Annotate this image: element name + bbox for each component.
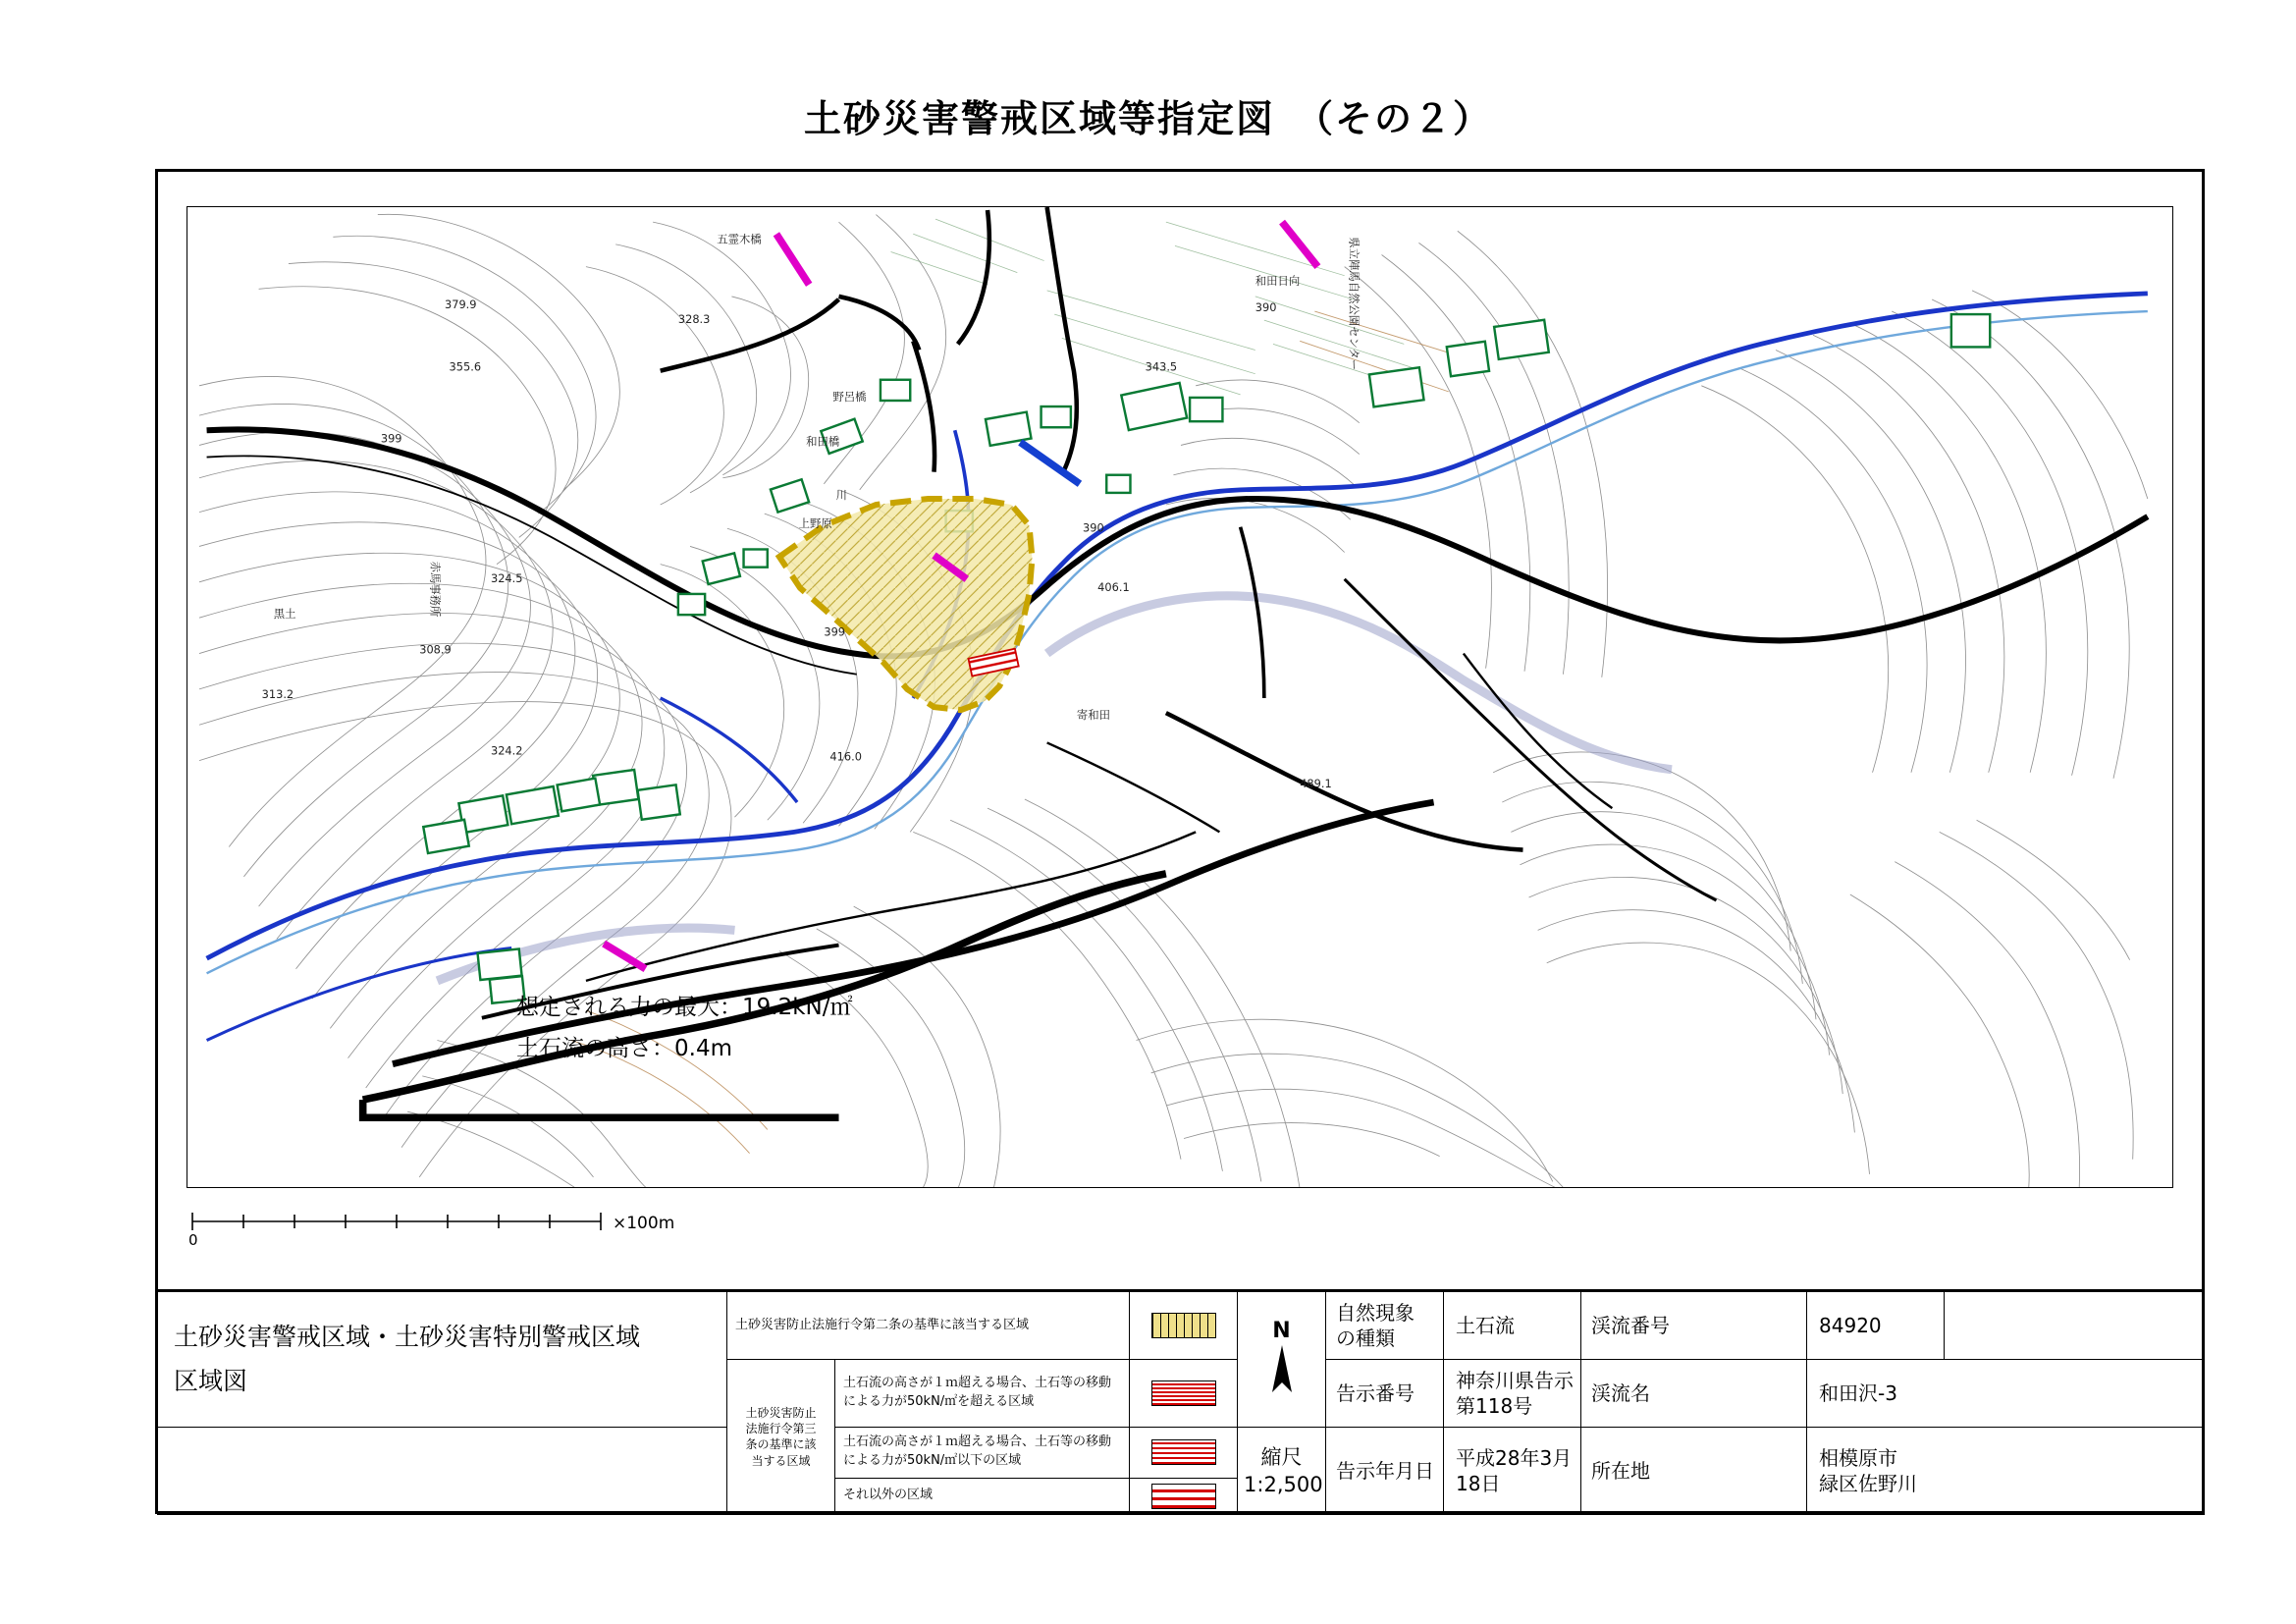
legend-special-l1: 土砂災害防止 bbox=[745, 1406, 817, 1421]
svg-text:343.5: 343.5 bbox=[1145, 359, 1178, 374]
svg-text:406.1: 406.1 bbox=[1097, 579, 1130, 594]
field-value-stream-no: 84920 bbox=[1807, 1292, 1945, 1360]
field-label-location: 所在地 bbox=[1581, 1427, 1807, 1514]
scale-bar bbox=[188, 1208, 699, 1253]
field-value-stream-no-extra bbox=[1945, 1292, 2205, 1360]
svg-text:390: 390 bbox=[1083, 520, 1104, 535]
svg-text:308.9: 308.9 bbox=[419, 642, 452, 657]
svg-text:寄和田: 寄和田 bbox=[1076, 708, 1111, 723]
svg-text:324.5: 324.5 bbox=[490, 570, 523, 585]
field-label-phenomenon-l2: の種類 bbox=[1336, 1326, 1396, 1350]
map-graphic bbox=[187, 207, 2173, 1188]
page-title: 土砂災害警戒区域等指定図 （その２） bbox=[803, 97, 1492, 140]
svg-text:416.0: 416.0 bbox=[829, 749, 862, 764]
svg-text:328.3: 328.3 bbox=[677, 312, 711, 327]
field-value-location-l1: 相模原市 bbox=[1819, 1445, 1898, 1470]
svg-text:355.6: 355.6 bbox=[449, 359, 482, 374]
svg-text:489.1: 489.1 bbox=[1300, 776, 1332, 790]
field-label-phenomenon-l1: 自然現象 bbox=[1336, 1300, 1415, 1325]
svg-text:赤馬事務所: 赤馬事務所 bbox=[428, 561, 443, 618]
map-note-height: 土石流の高さ：0.4m bbox=[516, 1036, 732, 1061]
svg-text:川: 川 bbox=[835, 487, 847, 502]
legend-special-zone-label bbox=[727, 1359, 835, 1514]
legend-swatch-1 bbox=[1130, 1427, 1238, 1478]
scale-bar-graphic bbox=[188, 1208, 650, 1235]
svg-text:和田橋: 和田橋 bbox=[806, 434, 840, 449]
legend-row-label-1: 土石流の高さが１ｍ超える場合、土石等の移動による力が50kN/㎡以下の区域 bbox=[835, 1427, 1130, 1478]
field-label-phenomenon bbox=[1326, 1292, 1444, 1360]
svg-text:313.2: 313.2 bbox=[261, 687, 294, 701]
svg-text:野呂橋: 野呂橋 bbox=[832, 389, 867, 404]
legend-special-l4: 当する区域 bbox=[751, 1453, 811, 1468]
legend-special-l2: 法施行令第三 bbox=[745, 1422, 817, 1436]
legend-panel bbox=[157, 1289, 2204, 1513]
north-arrow-icon bbox=[1265, 1343, 1299, 1396]
map-canvas[interactable] bbox=[187, 206, 2173, 1188]
legend-swatch-0 bbox=[1130, 1359, 1238, 1427]
field-label-notice-date: 告示年月日 bbox=[1326, 1427, 1444, 1514]
legend-special-l3: 条の基準に該 bbox=[745, 1437, 817, 1452]
svg-text:上野原: 上野原 bbox=[798, 515, 832, 530]
svg-text:379.9: 379.9 bbox=[445, 298, 477, 312]
field-value-notice-date: 平成28年3月18日 bbox=[1444, 1427, 1581, 1514]
svg-text:399: 399 bbox=[380, 431, 402, 446]
scale-bar-zero-label: 0 bbox=[188, 1231, 198, 1249]
scale-label: 縮尺 bbox=[1260, 1444, 1303, 1469]
legend-zone-title-line1: 土砂災害警戒区域・土砂災害特別警戒区域 bbox=[174, 1323, 641, 1352]
legend-row-label-2: それ以外の区域 bbox=[835, 1478, 1130, 1515]
svg-text:和田日向: 和田日向 bbox=[1255, 273, 1301, 288]
scale-bar-max-label: ×100m bbox=[613, 1214, 675, 1233]
legend-blank-cell bbox=[158, 1427, 727, 1514]
north-letter: N bbox=[1272, 1318, 1291, 1343]
field-value-location bbox=[1807, 1427, 2205, 1514]
svg-text:黒土: 黒土 bbox=[273, 607, 296, 622]
svg-text:390: 390 bbox=[1255, 300, 1277, 315]
field-value-location-l2: 緑区佐野川 bbox=[1819, 1471, 1918, 1495]
legend-swatch-warning bbox=[1130, 1292, 1238, 1360]
legend-zone-title-line2: 区域図 bbox=[174, 1367, 248, 1396]
field-value-phenomenon: 土石流 bbox=[1444, 1292, 1581, 1360]
svg-text:五霊木橋: 五霊木橋 bbox=[717, 232, 762, 246]
scale-info bbox=[1238, 1427, 1326, 1514]
scale-value: 1:2,500 bbox=[1244, 1472, 1323, 1496]
legend-row-label-0: 土石流の高さが１ｍ超える場合、土石等の移動による力が50kN/㎡を超える区域 bbox=[835, 1359, 1130, 1427]
north-arrow bbox=[1238, 1292, 1326, 1428]
svg-text:324.2: 324.2 bbox=[490, 743, 523, 758]
field-label-stream-name: 渓流名 bbox=[1581, 1359, 1807, 1427]
svg-text:県立陣馬自然公園センター: 県立陣馬自然公園センター bbox=[1347, 237, 1362, 371]
legend-zone-title bbox=[158, 1292, 727, 1428]
legend-table bbox=[157, 1291, 2205, 1515]
legend-swatch-2 bbox=[1130, 1478, 1238, 1515]
field-label-notice-no: 告示番号 bbox=[1326, 1359, 1444, 1427]
legend-warning-zone-label: 土砂災害防止法施行令第二条の基準に該当する区域 bbox=[727, 1292, 1130, 1360]
svg-text:399: 399 bbox=[824, 624, 846, 639]
map-note-force: 想定される力の最大：19.2kN/㎡ bbox=[516, 995, 853, 1020]
field-value-stream-name: 和田沢-3 bbox=[1807, 1359, 2205, 1427]
field-value-notice-no: 神奈川県告示第118号 bbox=[1444, 1359, 1581, 1427]
field-label-stream-no: 渓流番号 bbox=[1581, 1292, 1807, 1360]
